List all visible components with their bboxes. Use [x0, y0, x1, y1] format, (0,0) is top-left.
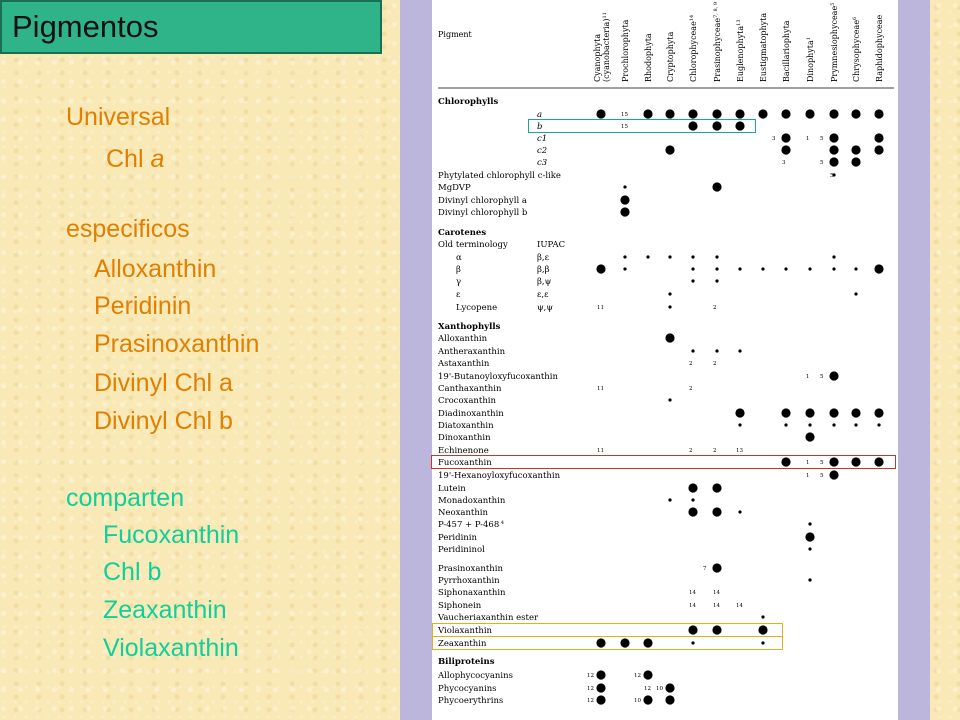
column-header: Prochlorophyta — [621, 19, 630, 82]
presence-dot-major — [781, 109, 790, 118]
row-label: Zeaxanthin — [438, 639, 487, 649]
footnote-number: 1 — [806, 374, 810, 380]
especificos-heading: especificos — [66, 215, 190, 243]
iupac-label: β,β — [537, 265, 550, 275]
universal-item-prefix: Chl — [106, 145, 151, 173]
footnote-number: 3 — [782, 160, 786, 166]
presence-dot-minor — [646, 255, 649, 258]
footnote-number: 1 — [806, 473, 810, 479]
especificos-item: Divinyl Chl b — [94, 407, 233, 435]
footnote-number: 12 — [644, 686, 651, 692]
row-label: γ — [456, 277, 462, 287]
presence-dot-major — [829, 371, 838, 380]
column-header: Cryptophyta — [666, 31, 675, 82]
section-header: Carotenes — [438, 228, 487, 238]
row-label: Diatoxanthin — [438, 421, 494, 431]
presence-dot-major — [596, 695, 605, 704]
presence-dot-major — [829, 470, 838, 479]
footnote-number: 2 — [689, 361, 693, 367]
presence-dot-minor — [668, 498, 671, 501]
footnote-number: 3 — [772, 136, 776, 142]
presence-dot-minor — [761, 615, 764, 618]
presence-dot-major — [665, 333, 674, 342]
presence-dot-major — [665, 683, 674, 692]
presence-dot-major — [596, 670, 605, 679]
presence-dot-major — [805, 109, 814, 118]
footnote-number: 11 — [597, 305, 604, 311]
presence-dot-major — [781, 145, 790, 154]
presence-dot-major — [643, 109, 652, 118]
footnote-number: 14 — [689, 603, 696, 609]
row-label: Diadinoxanthin — [438, 409, 504, 419]
row-label: Peridininol — [438, 545, 485, 555]
presence-dot-major — [620, 195, 629, 204]
presence-dot-major — [805, 408, 814, 417]
presence-dot-major — [805, 532, 814, 541]
presence-dot-major — [829, 133, 838, 142]
section-header: Biliproteins — [438, 657, 495, 667]
presence-dot-minor — [715, 255, 718, 258]
row-label: Crocoxanthin — [438, 396, 496, 406]
row-label: Vaucheriaxanthin ester — [438, 613, 539, 623]
row-label: β — [456, 265, 461, 275]
iupac-label: IUPAC — [537, 240, 566, 250]
presence-dot-minor — [854, 292, 857, 295]
presence-dot-major — [620, 207, 629, 216]
row-label: Divinyl chlorophyll b — [438, 208, 528, 218]
presence-dot-minor — [808, 547, 811, 550]
comparten-item: Violaxanthin — [103, 634, 239, 662]
footnote-number: 5 — [830, 173, 834, 179]
row-label: Monadoxanthin — [438, 496, 506, 506]
presence-dot-minor — [715, 267, 718, 270]
row-label: Lutein — [438, 484, 466, 494]
footnote-number: 5 — [820, 460, 824, 466]
row-label: Antheraxanthin — [438, 347, 506, 357]
footnote-number: 12 — [587, 673, 594, 679]
footnote-number: 12 — [634, 673, 641, 679]
pigment-column-header: Pigment — [438, 30, 472, 39]
presence-dot-minor — [668, 292, 671, 295]
column-header: Prymnesiophyceae$^5$ — [830, 2, 839, 82]
presence-dot-major — [712, 182, 721, 191]
row-label: α — [456, 253, 462, 263]
presence-dot-minor — [877, 423, 880, 426]
footnote-number: 14 — [713, 590, 720, 596]
presence-dot-minor — [738, 423, 741, 426]
row-label: 19'-Hexanoyloxyfucoxanthin — [438, 471, 561, 481]
presence-dot-major — [829, 109, 838, 118]
row-label: b — [537, 122, 543, 132]
row-label: Phycocyanins — [438, 684, 497, 694]
row-label: Lycopene — [456, 303, 498, 313]
presence-dot-major — [712, 563, 721, 572]
row-label: Echinenone — [438, 446, 489, 456]
iupac-label: ψ,ψ — [537, 303, 554, 313]
presence-dot-major — [596, 683, 605, 692]
universal-heading: Universal — [66, 103, 171, 131]
row-label: Dinoxanthin — [438, 433, 491, 443]
presence-dot-minor — [854, 267, 857, 270]
comparten-item: Chl b — [103, 558, 162, 586]
presence-dot-major — [688, 507, 697, 516]
presence-dot-minor — [691, 267, 694, 270]
row-label: Allophycocyanins — [438, 671, 513, 681]
presence-dot-minor — [623, 255, 626, 258]
presence-dot-major — [735, 408, 744, 417]
row-label: Peridinin — [438, 533, 477, 543]
row-label: Old terminology — [438, 240, 508, 250]
column-header: Bacillariophyta — [782, 20, 791, 82]
row-label: Siphonein — [438, 601, 482, 611]
presence-dot-major — [735, 109, 744, 118]
slide-title-box — [0, 0, 382, 54]
presence-dot-major — [829, 145, 838, 154]
row-highlight-box — [431, 455, 896, 469]
presence-dot-major — [781, 133, 790, 142]
footnote-number: 10 — [634, 698, 641, 704]
iupac-label: β,ψ — [537, 277, 552, 287]
presence-dot-major — [596, 264, 605, 273]
footnote-number: 11 — [597, 448, 604, 454]
footnote-number: 15 — [621, 112, 628, 118]
row-label: P-457 + P-468 $^4$ — [438, 520, 505, 530]
row-label: 19'-Butanoyloxyfucoxanthin — [438, 372, 558, 382]
row-label: c2 — [537, 146, 548, 156]
especificos-item: Prasinoxanthin — [94, 330, 260, 358]
section-header: Chlorophylls — [438, 97, 499, 107]
footnote-number: 12 — [587, 686, 594, 692]
presence-dot-minor — [691, 498, 694, 501]
row-label: Phycoerythrins — [438, 696, 504, 706]
presence-dot-minor — [832, 423, 835, 426]
presence-dot-minor — [715, 279, 718, 282]
comparten-heading: comparten — [66, 484, 185, 512]
presence-dot-major — [851, 145, 860, 154]
presence-dot-minor — [715, 349, 718, 352]
presence-dot-minor — [738, 510, 741, 513]
footnote-number: 14 — [689, 590, 696, 596]
presence-dot-minor — [668, 305, 671, 308]
column-header: Cyanophyta(cyanobacteria)$^{11}$ — [593, 12, 611, 82]
presence-dot-major — [805, 432, 814, 441]
column-header: Raphidophyceae — [875, 14, 884, 82]
iupac-label: β,ε — [537, 253, 550, 263]
footnote-number: 2 — [713, 448, 717, 454]
presence-dot-minor — [623, 267, 626, 270]
row-label: Fucoxanthin — [438, 458, 492, 468]
presence-dot-minor — [691, 255, 694, 258]
row-highlight-box — [528, 119, 756, 133]
presence-dot-major — [851, 157, 860, 166]
presence-dot-major — [781, 408, 790, 417]
presence-dot-minor — [691, 279, 694, 282]
footnote-number: 14 — [713, 603, 720, 609]
comparten-item: Fucoxanthin — [103, 521, 240, 549]
section-header: Xanthophylls — [438, 322, 501, 332]
row-label: MgDVP — [438, 183, 471, 193]
presence-dot-major — [874, 145, 883, 154]
column-header: Euglenophyta$^{13}$ — [736, 19, 745, 82]
row-label: c1 — [537, 134, 548, 144]
footnote-number: 11 — [597, 386, 604, 392]
presence-dot-major — [688, 109, 697, 118]
presence-dot-major — [758, 109, 767, 118]
presence-dot-major — [874, 109, 883, 118]
presence-dot-minor — [808, 423, 811, 426]
footnote-number: 13 — [736, 448, 743, 454]
presence-dot-minor — [808, 578, 811, 581]
row-label: Neoxanthin — [438, 508, 489, 518]
row-label: ε — [456, 290, 461, 300]
presence-dot-minor — [784, 423, 787, 426]
footnote-number: 1 — [806, 136, 810, 142]
column-header: Chlorophyceae$^{14}$ — [689, 14, 698, 82]
presence-dot-major — [596, 109, 605, 118]
footnote-number: 7 — [703, 566, 707, 572]
pigment-distribution-table — [432, 0, 898, 720]
presence-dot-minor — [623, 185, 626, 188]
presence-dot-major — [665, 109, 674, 118]
row-label: a — [537, 110, 543, 120]
column-header: Prasinophyceae$^{7, 8, 9}$ — [713, 1, 722, 82]
pigment-table-sheet — [432, 0, 898, 720]
presence-dot-major — [688, 483, 697, 492]
presence-dot-minor — [691, 349, 694, 352]
presence-dot-minor — [808, 267, 811, 270]
footnote-number: 14 — [736, 603, 743, 609]
row-label: Phytylated chlorophyll c-like — [438, 171, 561, 181]
especificos-item: Divinyl Chl a — [94, 369, 233, 397]
presence-dot-major — [874, 264, 883, 273]
presence-dot-major — [851, 109, 860, 118]
row-highlight-box — [432, 636, 783, 650]
presence-dot-minor — [738, 349, 741, 352]
footnote-number: 2 — [713, 305, 717, 311]
presence-dot-major — [829, 157, 838, 166]
presence-dot-major — [643, 670, 652, 679]
presence-dot-major — [712, 483, 721, 492]
presence-dot-minor — [668, 255, 671, 258]
universal-item-italic: a — [150, 145, 165, 173]
row-label: Violaxanthin — [438, 626, 493, 636]
footnote-number: 1 — [806, 460, 810, 466]
row-label: Canthaxanthin — [438, 384, 502, 394]
presence-dot-minor — [808, 522, 811, 525]
iupac-label: ε,ε — [537, 290, 549, 300]
especificos-item: Alloxanthin — [94, 255, 217, 283]
presence-dot-minor — [832, 255, 835, 258]
presence-dot-major — [874, 133, 883, 142]
footnote-number: 5 — [820, 374, 824, 380]
column-header: Chrysophyceae$^6$ — [852, 16, 861, 82]
column-header: Dinophyta$^1$ — [806, 37, 815, 82]
slide-title: Pigmentos — [12, 9, 159, 44]
row-label: Prasinoxanthin — [438, 564, 503, 574]
presence-dot-minor — [738, 267, 741, 270]
row-label: Divinyl chlorophyll a — [438, 196, 527, 206]
presence-dot-major — [712, 507, 721, 516]
footnote-number: 2 — [689, 386, 693, 392]
row-highlight-box — [432, 623, 783, 637]
presence-dot-minor — [761, 267, 764, 270]
footnote-number: 15 — [621, 124, 628, 130]
presence-dot-major — [712, 109, 721, 118]
presence-dot-major — [643, 695, 652, 704]
presence-dot-major — [665, 145, 674, 154]
column-header: Rhodophyta — [644, 33, 653, 82]
footnote-number: 5 — [820, 136, 824, 142]
footnote-number: 2 — [689, 448, 693, 454]
presence-dot-major — [874, 408, 883, 417]
presence-dot-minor — [668, 398, 671, 401]
presence-dot-major — [665, 695, 674, 704]
row-label: c3 — [537, 158, 548, 168]
especificos-item: Peridinin — [94, 292, 192, 320]
footnote-number: 5 — [820, 160, 824, 166]
comparten-item: Zeaxanthin — [103, 596, 227, 624]
footnote-number: 5 — [820, 473, 824, 479]
footnote-number: 12 — [587, 698, 594, 704]
presence-dot-minor — [832, 267, 835, 270]
presence-dot-minor — [854, 423, 857, 426]
universal-item — [106, 145, 164, 174]
presence-dot-major — [851, 408, 860, 417]
presence-dot-major — [829, 408, 838, 417]
row-label: Pyrrhoxanthin — [438, 576, 500, 586]
column-header: Eustigmatophyta — [759, 12, 768, 82]
row-label: Astaxanthin — [438, 359, 490, 369]
footnote-number: 10 — [656, 686, 663, 692]
footnote-number: 2 — [713, 361, 717, 367]
presence-dot-minor — [784, 267, 787, 270]
row-label: Alloxanthin — [438, 334, 488, 344]
row-label: Siphonaxanthin — [438, 588, 506, 598]
